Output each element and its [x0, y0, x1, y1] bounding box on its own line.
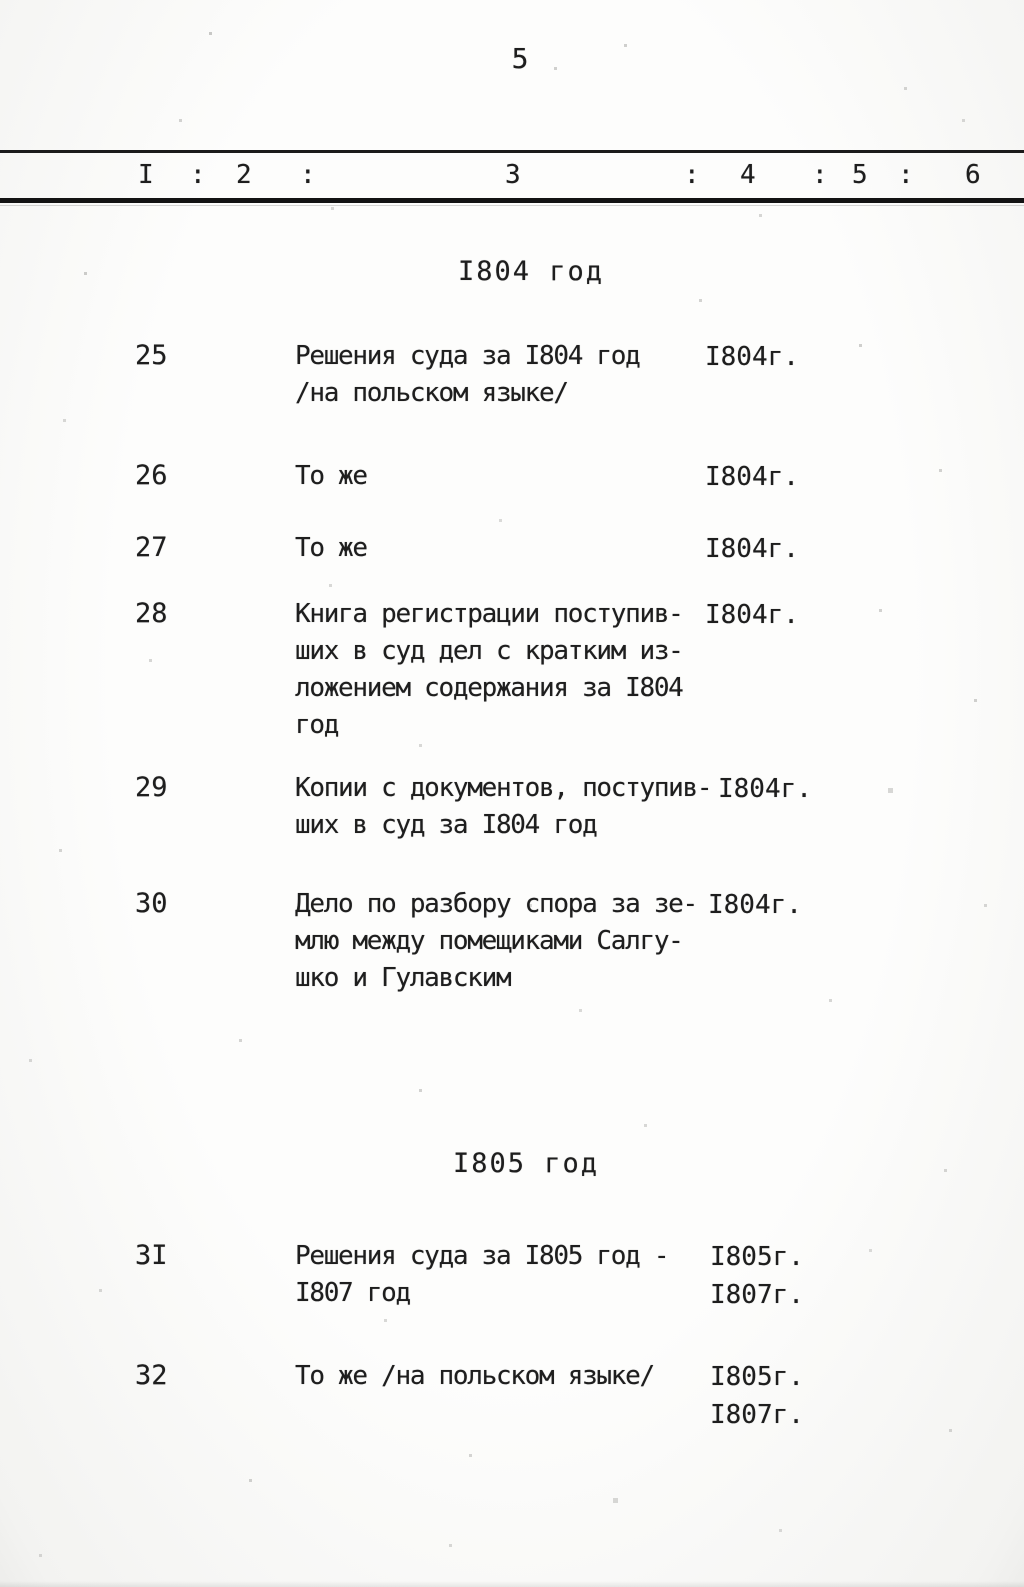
- entry-description: [295, 1238, 715, 1312]
- entry-number: 30: [135, 888, 168, 919]
- year-line: I805г.: [710, 1242, 804, 1272]
- column-number-1: I: [138, 160, 154, 190]
- year-line: I804г.: [708, 890, 802, 920]
- entry-number: 26: [135, 460, 168, 491]
- scan-noise-speckles: [0, 0, 1, 1]
- entry-number: 25: [135, 340, 168, 371]
- entry-number: 29: [135, 772, 168, 803]
- entry-number: 27: [135, 532, 168, 563]
- year-line: I807г.: [710, 1280, 804, 1310]
- entry-description: [295, 596, 715, 744]
- entry-number: 28: [135, 598, 168, 629]
- description-line: То же /на польском языке/: [295, 1361, 654, 1391]
- entry-description: [295, 1358, 715, 1395]
- entry-years: [710, 1238, 850, 1314]
- column-separator: :: [898, 160, 914, 190]
- description-line: млю между помещиками Салгу-: [295, 926, 683, 956]
- year-line: I804г.: [705, 600, 799, 630]
- column-number-3: 3: [505, 160, 521, 190]
- column-number-6: 6: [965, 160, 981, 190]
- year-line: I804г.: [705, 462, 799, 492]
- entry-description: [295, 458, 715, 495]
- description-line: ших в суд дел с кратким из-: [295, 636, 683, 666]
- column-separator: :: [812, 160, 828, 190]
- description-line: Дело по разбору спора за зе-: [295, 889, 697, 919]
- entry-years: [718, 770, 858, 808]
- column-number-2: 2: [236, 160, 252, 190]
- year-line: I804г.: [705, 534, 799, 564]
- entry-description: [295, 338, 715, 412]
- description-line: ших в суд за I804 год: [295, 810, 597, 840]
- section-heading-1805: I805 год: [453, 1148, 600, 1179]
- year-line: I805г.: [710, 1362, 804, 1392]
- column-separator: :: [300, 160, 316, 190]
- year-line: I804г.: [705, 342, 799, 372]
- entry-years: [705, 458, 845, 496]
- description-line: /на польском языке/: [295, 378, 568, 408]
- entry-description: [295, 770, 715, 844]
- entry-years: [708, 886, 848, 924]
- entry-description: [295, 886, 715, 997]
- entry-years: [705, 338, 845, 376]
- description-line: Книга регистрации поступив-: [295, 599, 683, 629]
- description-line: Копии с документов, поступив-: [295, 773, 712, 803]
- scan-bottom-smudge: [0, 1581, 1024, 1587]
- description-line: Решения суда за I804 год: [295, 341, 640, 371]
- entry-number: 3I: [135, 1240, 168, 1271]
- description-line: То же: [295, 461, 367, 491]
- page-number: 5: [511, 42, 529, 75]
- description-line: То же: [295, 533, 367, 563]
- section-heading-1804: I804 год: [458, 256, 605, 287]
- entry-years: [710, 1358, 850, 1434]
- description-line: ложением содержания за I804: [295, 673, 683, 703]
- column-separator: :: [190, 160, 206, 190]
- description-line: Решения суда за I805 год -: [295, 1241, 669, 1271]
- description-line: I807 год: [295, 1278, 410, 1308]
- entry-years: [705, 530, 845, 568]
- description-line: год: [295, 710, 339, 740]
- table-header-row: [0, 150, 1024, 203]
- year-line: I807г.: [710, 1400, 804, 1430]
- column-number-4: 4: [740, 160, 756, 190]
- year-line: I804г.: [718, 774, 812, 804]
- entry-number: 32: [135, 1360, 168, 1391]
- entry-description: [295, 530, 715, 567]
- column-separator: :: [684, 160, 700, 190]
- column-number-5: 5: [852, 160, 868, 190]
- description-line: шко и Гулавским: [295, 963, 511, 993]
- entry-years: [705, 596, 845, 634]
